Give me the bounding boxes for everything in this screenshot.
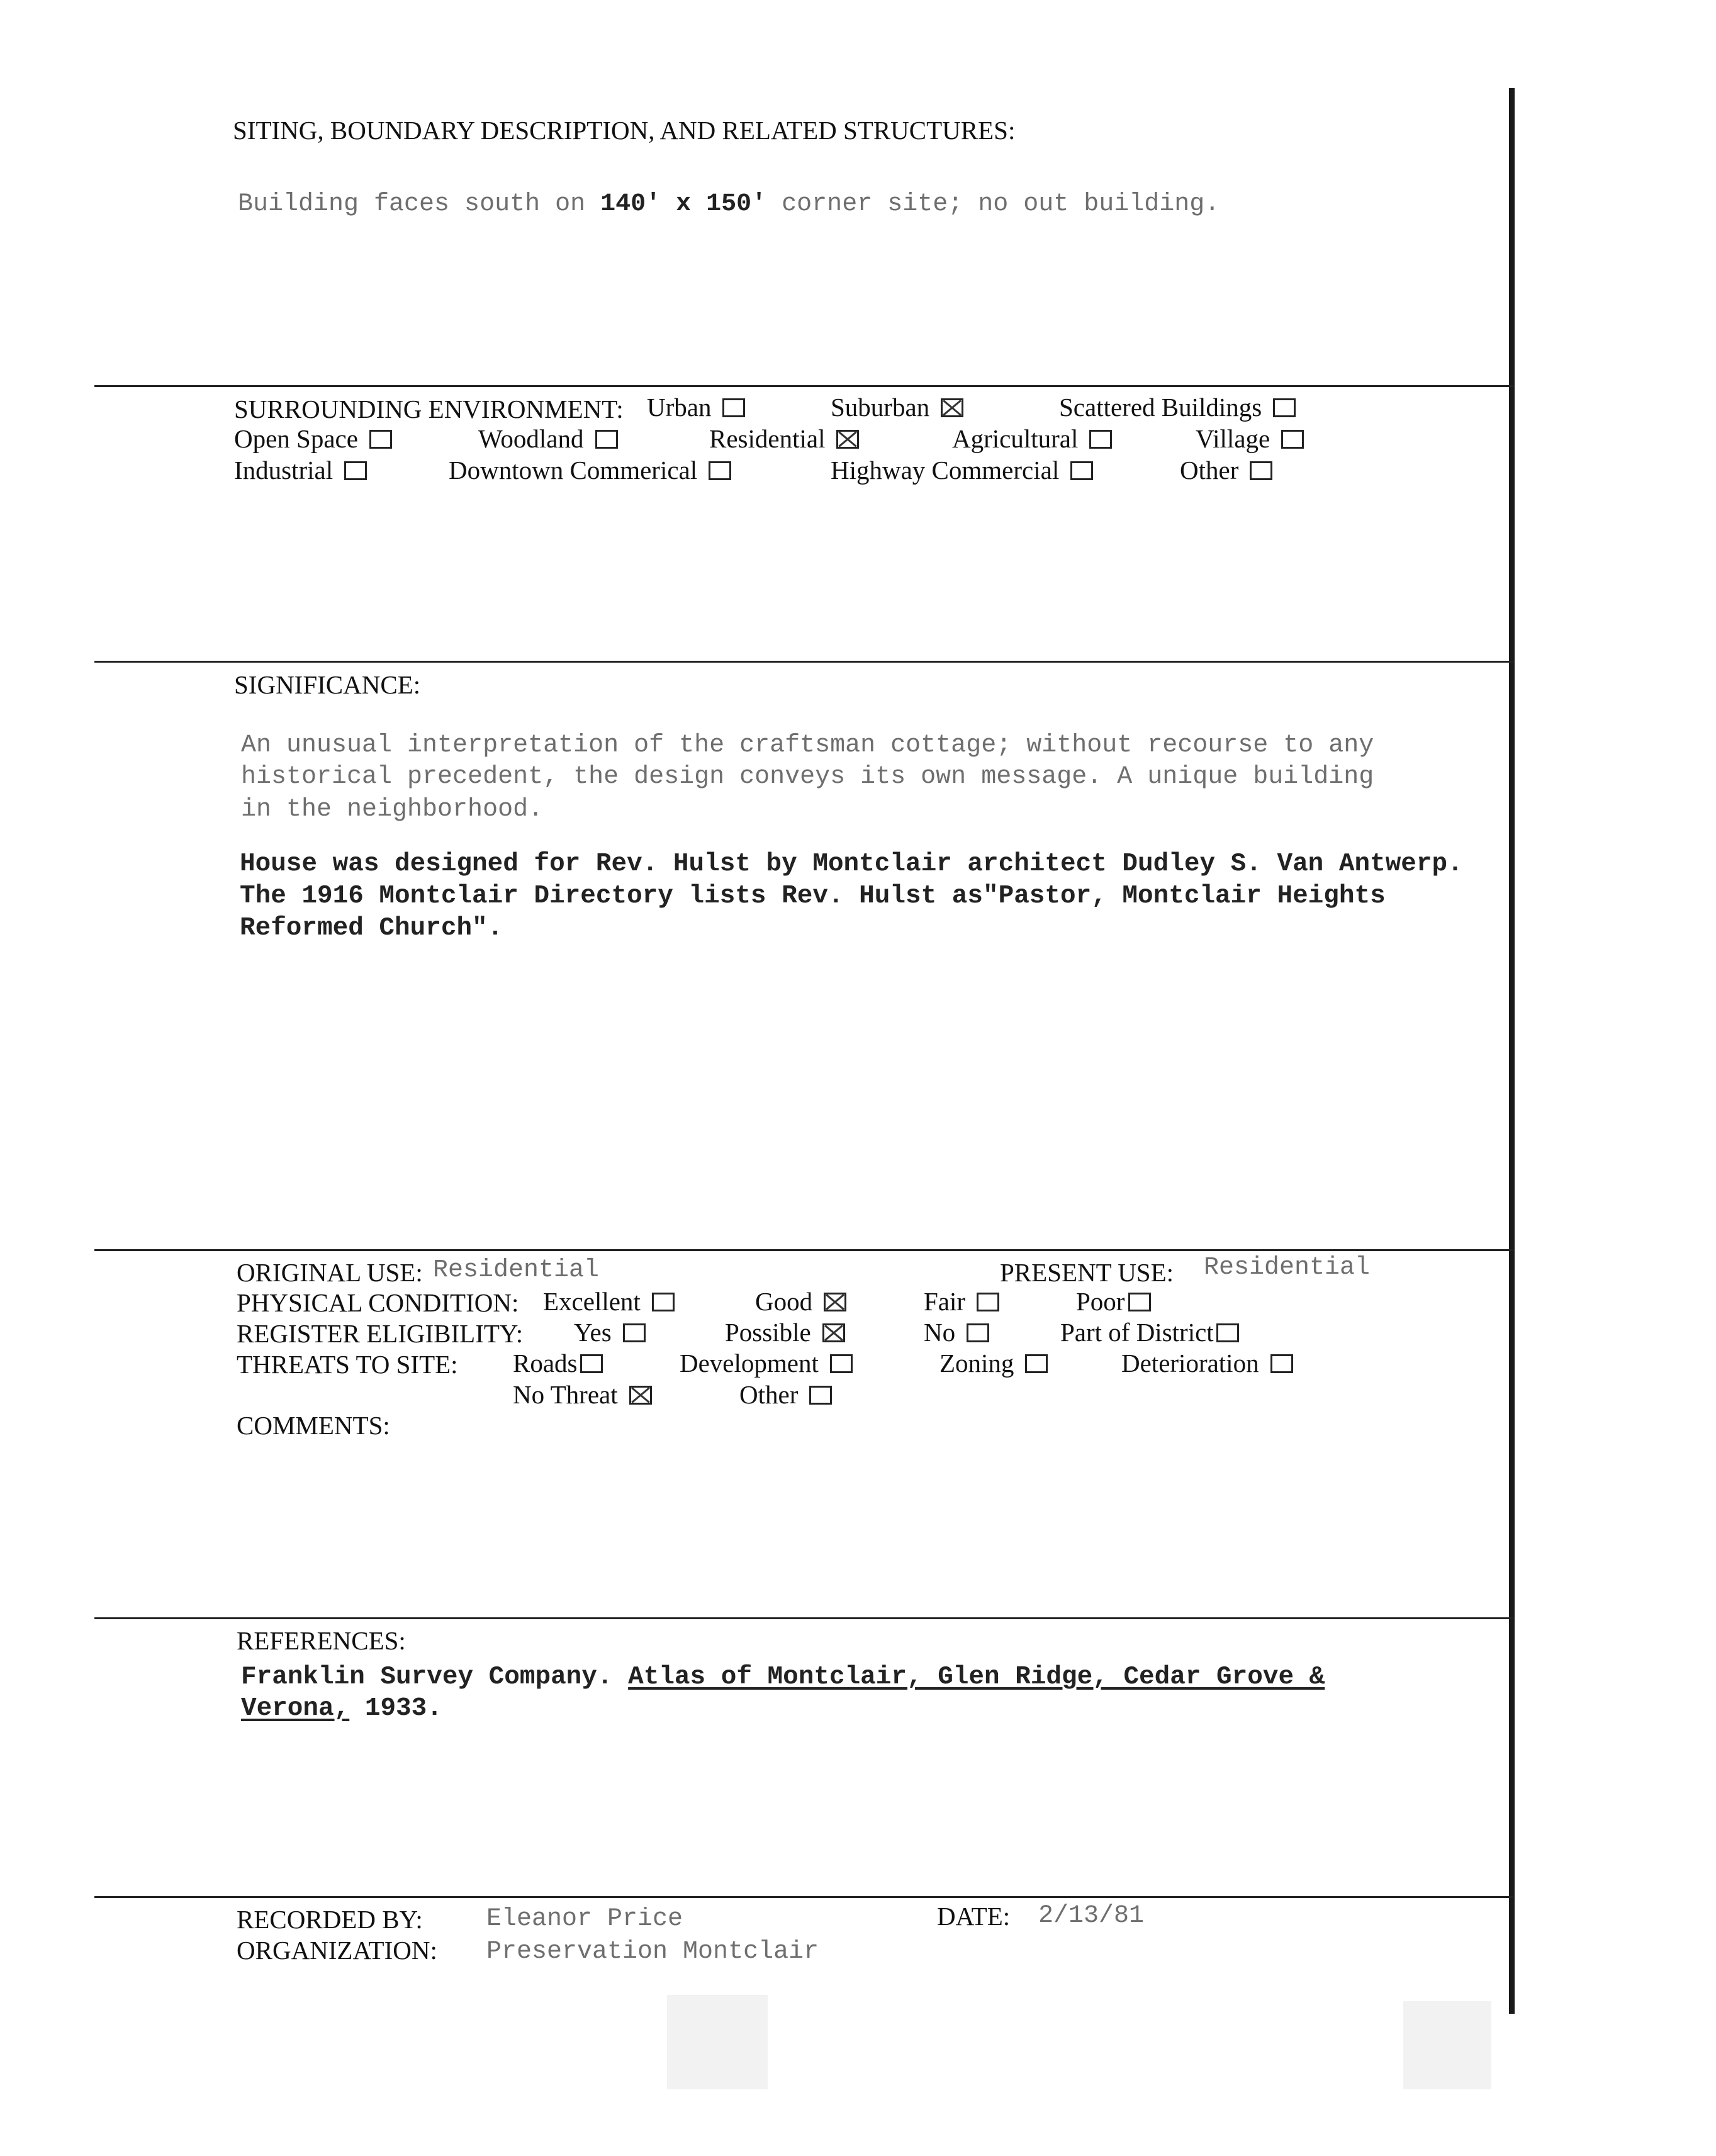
checkbox-agricultural[interactable] bbox=[1089, 430, 1112, 449]
present-use-label: PRESENT USE: bbox=[1000, 1258, 1174, 1287]
significance-line: in the neighborhood. bbox=[241, 795, 544, 824]
threat-deterioration[interactable]: Deterioration bbox=[1121, 1347, 1293, 1379]
env-option-woodland[interactable]: Woodland bbox=[478, 423, 618, 454]
significance-history-line: The 1916 Montclair Directory lists Rev. Hulst as"Pastor, Montclair Heights bbox=[240, 882, 1386, 911]
checkbox-residential[interactable] bbox=[836, 430, 859, 449]
comments-label: COMMENTS: bbox=[237, 1411, 390, 1440]
env-option-open-space[interactable]: Open Space bbox=[234, 423, 392, 454]
env-option-industrial[interactable]: Industrial bbox=[234, 454, 367, 486]
threat-other[interactable]: Other bbox=[739, 1379, 832, 1410]
eligibility-district[interactable]: Part of District bbox=[1060, 1317, 1239, 1348]
eligibility-label: REGISTER ELIGIBILITY: bbox=[237, 1319, 524, 1348]
env-option-village[interactable]: Village bbox=[1196, 423, 1304, 454]
condition-good[interactable]: Good bbox=[755, 1286, 846, 1317]
significance-line: historical precedent, the design conveys its own message. A unique building bbox=[241, 763, 1374, 791]
eligibility-possible[interactable]: Possible bbox=[725, 1317, 845, 1348]
condition-fair[interactable]: Fair bbox=[924, 1286, 999, 1317]
siting-heading: SITING, BOUNDARY DESCRIPTION, AND RELATED STRUCTURES: bbox=[233, 116, 1016, 145]
checkbox-woodland[interactable] bbox=[595, 430, 618, 449]
checkbox-poor[interactable] bbox=[1128, 1293, 1151, 1311]
checkbox-roads[interactable] bbox=[580, 1354, 603, 1373]
organization-value: Preservation Montclair bbox=[486, 1938, 819, 1966]
threat-roads[interactable]: Roads bbox=[513, 1347, 603, 1379]
section-divider bbox=[94, 385, 1513, 387]
checkbox-suburban[interactable] bbox=[941, 398, 963, 417]
recorded-by-value: Eleanor Price bbox=[486, 1905, 683, 1933]
env-option-highway[interactable]: Highway Commercial bbox=[831, 454, 1093, 486]
env-option-suburban[interactable]: Suburban bbox=[831, 391, 963, 423]
threat-zoning[interactable]: Zoning bbox=[939, 1347, 1048, 1379]
siting-text: Building faces south on 140' x 150' corner site; no out building. bbox=[238, 190, 1220, 218]
section-divider bbox=[94, 661, 1513, 663]
checkbox-good[interactable] bbox=[824, 1293, 846, 1311]
significance-history-line: House was designed for Rev. Hulst by Montclair architect Dudley S. Van Antwerp. bbox=[240, 850, 1463, 879]
checkbox-no[interactable] bbox=[967, 1323, 989, 1342]
references-label: REFERENCES: bbox=[237, 1626, 406, 1655]
section-divider bbox=[94, 1617, 1513, 1619]
checkbox-scattered[interactable] bbox=[1273, 398, 1296, 417]
condition-excellent[interactable]: Excellent bbox=[543, 1286, 675, 1317]
checkbox-village[interactable] bbox=[1281, 430, 1304, 449]
significance-line: An unusual interpretation of the craftsman cottage; without recourse to any bbox=[241, 731, 1374, 760]
env-option-other[interactable]: Other bbox=[1180, 454, 1272, 486]
checkbox-env-other[interactable] bbox=[1250, 461, 1272, 480]
scan-smudge bbox=[667, 1995, 768, 2089]
significance-label: SIGNIFICANCE: bbox=[234, 670, 421, 699]
environment-label: SURROUNDING ENVIRONMENT: bbox=[234, 395, 624, 424]
checkbox-downtown[interactable] bbox=[709, 461, 731, 480]
checkbox-highway[interactable] bbox=[1070, 461, 1093, 480]
condition-poor[interactable]: Poor bbox=[1076, 1286, 1151, 1317]
present-use-value: Residential bbox=[1204, 1254, 1371, 1282]
organization-label: ORGANIZATION: bbox=[237, 1936, 437, 1965]
checkbox-no-threat[interactable] bbox=[629, 1386, 652, 1405]
eligibility-no[interactable]: No bbox=[924, 1317, 989, 1348]
section-divider bbox=[94, 1896, 1513, 1898]
env-option-residential[interactable]: Residential bbox=[709, 423, 859, 454]
date-label: DATE: bbox=[937, 1902, 1011, 1931]
original-use-label: ORIGINAL USE: bbox=[237, 1258, 423, 1287]
checkbox-threat-other[interactable] bbox=[809, 1386, 832, 1405]
env-option-downtown[interactable]: Downtown Commerical bbox=[449, 454, 731, 486]
recorded-by-label: RECORDED BY: bbox=[237, 1905, 423, 1934]
env-option-urban[interactable]: Urban bbox=[647, 391, 745, 423]
threat-no-threat[interactable]: No Threat bbox=[513, 1379, 652, 1410]
significance-history-line: Reformed Church". bbox=[240, 914, 503, 943]
date-value: 2/13/81 bbox=[1038, 1902, 1145, 1930]
env-option-agricultural[interactable]: Agricultural bbox=[952, 423, 1112, 454]
checkbox-open-space[interactable] bbox=[369, 430, 392, 449]
checkbox-industrial[interactable] bbox=[344, 461, 367, 480]
threat-development[interactable]: Development bbox=[680, 1347, 853, 1379]
checkbox-fair[interactable] bbox=[977, 1293, 999, 1311]
threats-label: THREATS TO SITE: bbox=[237, 1350, 458, 1379]
condition-label: PHYSICAL CONDITION: bbox=[237, 1288, 519, 1317]
reference-citation: Franklin Survey Company. Atlas of Montclair, Glen Ridge, Cedar Grove & bbox=[241, 1663, 1325, 1692]
checkbox-development[interactable] bbox=[830, 1354, 853, 1373]
section-divider bbox=[94, 1249, 1513, 1251]
checkbox-yes[interactable] bbox=[623, 1323, 646, 1342]
original-use-value: Residential bbox=[433, 1256, 600, 1284]
checkbox-deterioration[interactable] bbox=[1270, 1354, 1293, 1373]
env-option-scattered[interactable]: Scattered Buildings bbox=[1059, 391, 1296, 423]
scan-smudge bbox=[1403, 2001, 1491, 2089]
eligibility-yes[interactable]: Yes bbox=[574, 1317, 646, 1348]
checkbox-district[interactable] bbox=[1216, 1323, 1239, 1342]
right-margin-rule bbox=[1509, 88, 1515, 2014]
checkbox-possible[interactable] bbox=[822, 1323, 845, 1342]
reference-citation-cont: Verona, 1933. bbox=[241, 1694, 442, 1723]
checkbox-urban[interactable] bbox=[722, 398, 745, 417]
checkbox-zoning[interactable] bbox=[1025, 1354, 1048, 1373]
checkbox-excellent[interactable] bbox=[652, 1293, 675, 1311]
